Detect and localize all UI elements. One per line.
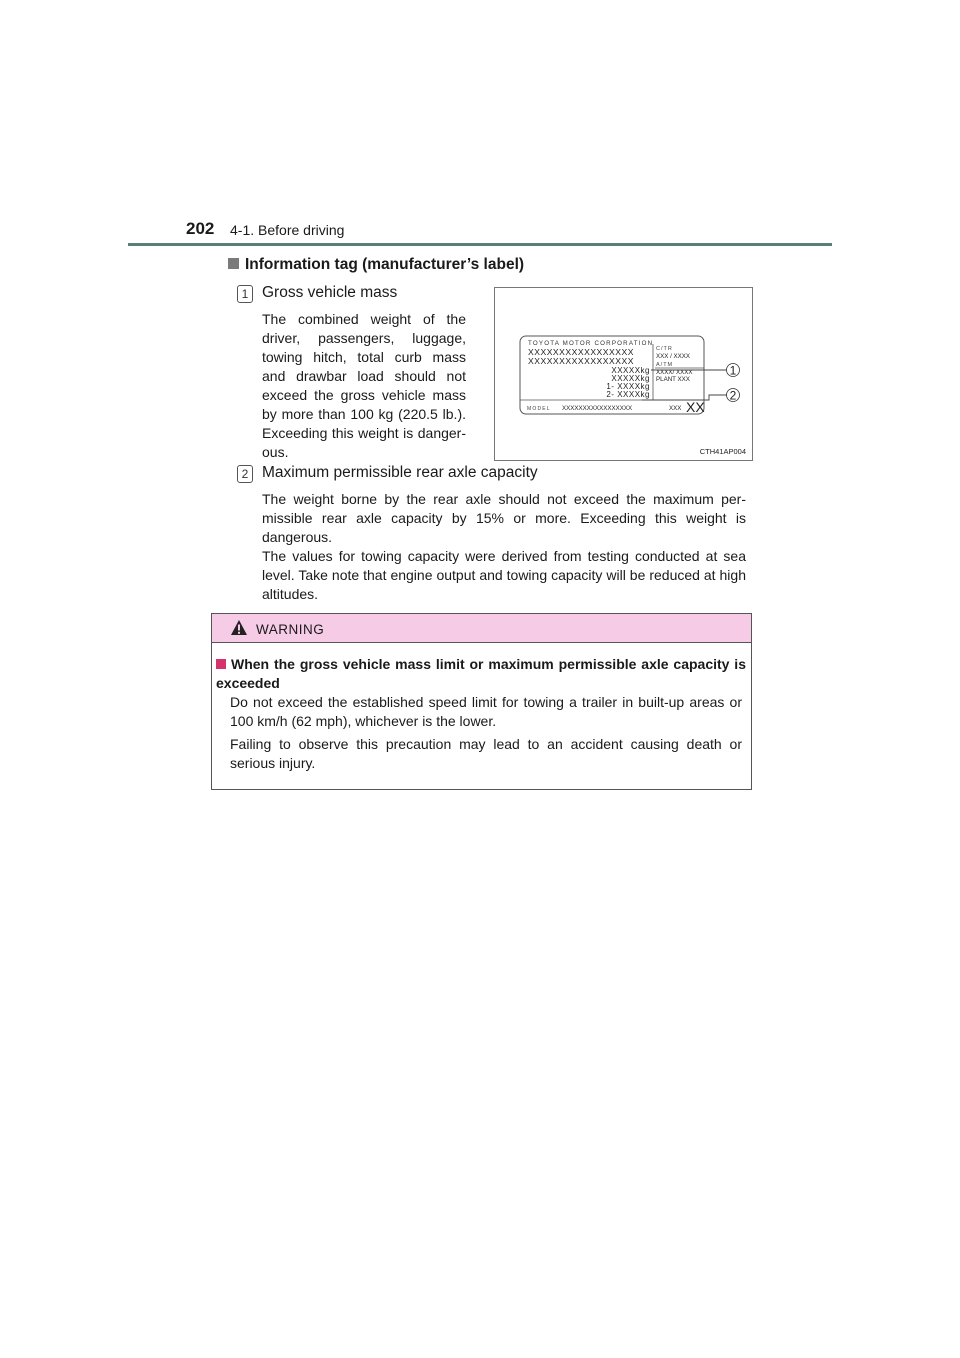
description-line: ous. <box>262 444 289 460</box>
manufacturer-label-figure <box>494 287 753 461</box>
callout-leader-line <box>642 395 727 400</box>
item-title: Gross vehicle mass <box>262 284 398 301</box>
square-bullet-icon <box>228 258 239 269</box>
callout-number: 1 <box>729 363 737 378</box>
warning-label: WARNING <box>256 622 325 637</box>
header-divider <box>128 243 832 246</box>
label-illustration <box>495 288 752 460</box>
warning-heading-text: When the gross vehicle mass limit or maximum permissible axle capacity is exceeded <box>216 656 746 691</box>
item-title: Maximum permissible rear axle capacity <box>262 464 538 481</box>
description-line: by more than 100 kg (220.5 lb.). <box>262 406 466 422</box>
label-plant-text: PLANT XXX <box>656 376 690 383</box>
figure-code: CTH41AP004 <box>699 447 746 456</box>
breadcrumb: 4-1. Before driving <box>230 222 345 238</box>
item-paragraph: The weight borne by the rear axle should not exceed the maximum per-missible rear axle capacity by 15% or more. Exceeding this weight is dangerous. <box>262 491 746 545</box>
label-model-caption: MODEL <box>527 406 551 412</box>
description-line: Exceeding this weight is danger- <box>262 425 466 441</box>
description-line: The combined weight of the <box>262 311 466 327</box>
square-bullet-icon <box>216 659 226 669</box>
label-row-text: XXXXXXXXXXXXXXXXX <box>528 356 634 366</box>
warning-box <box>211 613 752 790</box>
label-model-value: XXXXXXXXXXXXXXXXX <box>562 405 633 412</box>
description-line: driver, passengers, luggage, <box>262 330 466 346</box>
description-line: and drawbar load should not <box>262 368 466 384</box>
label-maker-text: TOYOTA MOTOR CORPORATION <box>528 340 654 347</box>
label-axle-text: 1- XXXXkg <box>606 382 650 391</box>
item-number-badge: 1 <box>237 285 253 303</box>
description-line: exceed the gross vehicle mass <box>262 387 466 403</box>
warning-heading <box>216 655 746 693</box>
item-description <box>262 310 466 462</box>
label-axle-text: 2- XXXXkg <box>606 390 650 399</box>
label-atm-value: XXXX/ XXXX <box>656 369 693 376</box>
warning-triangle-icon <box>230 619 248 636</box>
section-heading <box>228 256 524 274</box>
section-heading-text: Information tag (manufacturer’s label) <box>245 256 525 273</box>
callout-number: 2 <box>729 388 737 403</box>
warning-paragraph: Do not exceed the established speed limit for towing a trailer in built-up areas or 100 km/h (62 mph), whichever is the lower. <box>230 694 742 729</box>
label-ctr-caption: C/TR <box>656 346 673 352</box>
warning-header <box>212 614 751 643</box>
description-line: towing hitch, total curb mass <box>262 349 466 365</box>
label-row-text: XXXXXXXXXXXXXXXXX <box>528 347 634 357</box>
label-model-suffix: XX <box>686 399 705 415</box>
item-paragraph: The values for towing capacity were derived from testing conducted at sea level. Take note that engine output and towing capacity will be reduced at high altitudes. <box>262 548 746 602</box>
label-ctr-value: XXX / XXXX <box>656 353 691 360</box>
item-number-badge: 2 <box>237 465 253 483</box>
label-mass-text: XXXXXkg <box>611 366 650 375</box>
label-mass-text: XXXXXkg <box>611 374 650 383</box>
label-atm-caption: A/TM <box>656 362 674 368</box>
warning-paragraph: Failing to observe this precaution may lead to an accident causing death or serious injury. <box>230 736 742 771</box>
page-number: 202 <box>186 219 215 238</box>
label-model-code: XXX <box>669 405 682 412</box>
